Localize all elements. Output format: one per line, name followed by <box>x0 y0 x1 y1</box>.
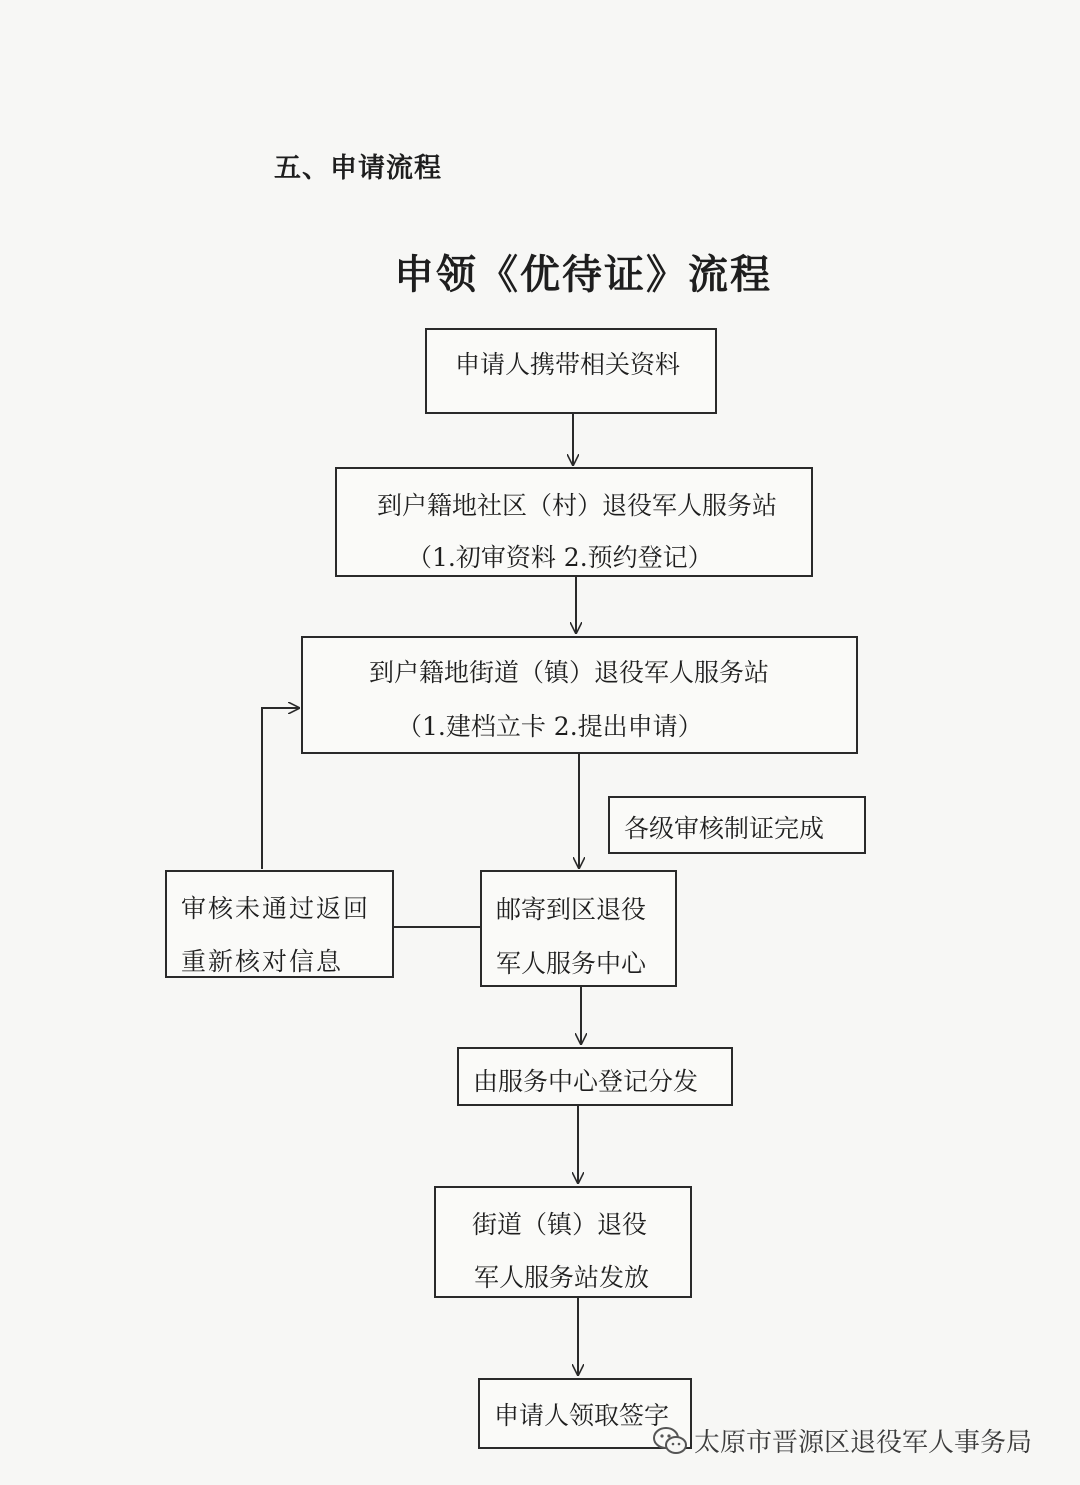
audit-complete-note <box>608 796 866 854</box>
step-bring-materials-label: 申请人携带相关资料 <box>455 350 681 379</box>
step-bring-materials <box>425 328 717 414</box>
audit-complete-note-label: 各级审核制证完成 <box>624 814 825 843</box>
wechat-icon <box>652 1426 688 1456</box>
step-center-register <box>457 1047 733 1106</box>
page-title: 申领《优待证》流程 <box>394 251 772 298</box>
step-mail-district-center-detail: 军人服务中心 <box>496 949 647 978</box>
audit-failed-return <box>165 870 394 978</box>
step-station-issue <box>434 1186 692 1298</box>
step-street-station-label: 到户籍地街道（镇）退役军人服务站 <box>369 658 770 687</box>
step-street-station-detail: （1.建档立卡 2.提出申请） <box>397 712 703 741</box>
audit-failed-return-detail: 重新核对信息 <box>181 947 344 976</box>
arrow-return-s3 <box>262 708 299 869</box>
step-mail-district-center-label: 邮寄到区退役 <box>496 895 647 924</box>
step-center-register-label: 由服务中心登记分发 <box>473 1067 699 1096</box>
section-heading: 五、申请流程 <box>274 153 442 184</box>
step-community-station-detail: （1.初审资料 2.预约登记） <box>407 543 713 572</box>
watermark-text: 太原市晋源区退役军人事务局 <box>694 1428 1033 1458</box>
step-mail-district-center <box>480 870 677 987</box>
step-applicant-sign-label: 申请人领取签字 <box>494 1401 670 1430</box>
account-watermark <box>652 1422 1032 1459</box>
step-community-station <box>335 467 813 577</box>
audit-failed-return-label: 审核未通过返回 <box>181 894 371 923</box>
step-station-issue-label: 街道（镇）退役 <box>472 1210 648 1239</box>
step-station-issue-detail: 军人服务站发放 <box>474 1263 650 1292</box>
step-street-station <box>301 636 858 754</box>
step-community-station-label: 到户籍地社区（村）退役军人服务站 <box>377 491 778 520</box>
